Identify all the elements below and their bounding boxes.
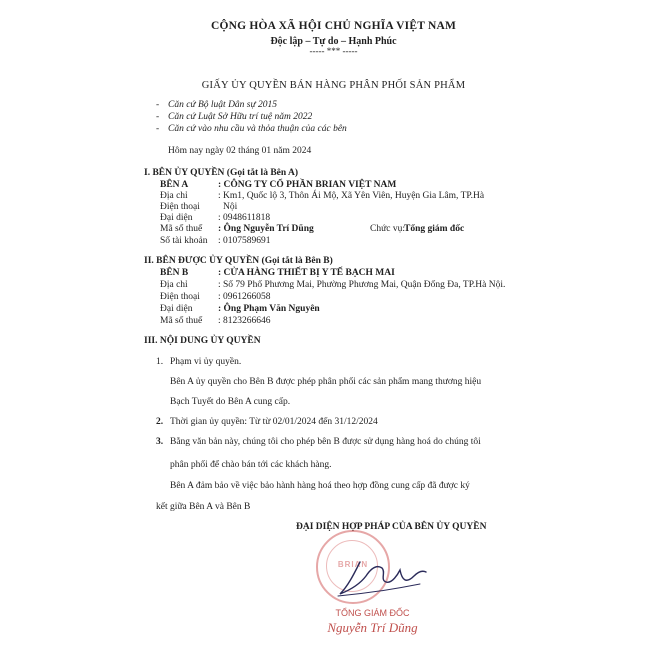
party-b-name: : CỬA HÀNG THIẾT BỊ Y TẾ BẠCH MAI <box>218 268 395 278</box>
party-a-tax-label: Mã số thuế <box>160 224 203 234</box>
party-a-name: : CÔNG TY CỔ PHẦN BRIAN VIỆT NAM <box>218 180 397 190</box>
party-a-address-label: Địa chỉ <box>160 191 188 201</box>
signer-title: TỔNG GIÁM ĐỐC <box>335 608 410 618</box>
seal-text: BRIAN <box>337 560 369 569</box>
basis-item: Căn cứ Luật Sở Hữu trí tuệ năm 2022 <box>168 112 313 122</box>
party-b-address-label: Địa chỉ <box>160 280 188 290</box>
party-b-name-label: BÊN B <box>160 268 189 278</box>
party-a-address-cont: Nội <box>223 202 238 212</box>
warranty-paragraph-line: Bên A đảm bảo về việc bảo hành hàng hoá theo hợp đồng cung cấp đã được ký <box>170 481 470 491</box>
motto: Độc lập – Tự do – Hạnh Phúc <box>270 36 397 47</box>
date-line: Hôm nay ngày 02 tháng 01 năm 2024 <box>168 146 312 156</box>
party-b-tax: : 8123266646 <box>218 316 271 326</box>
item-permission-line: Bằng văn bản này, chúng tôi cho phép bên B được sử dụng hàng hoá do chúng tôi <box>170 437 481 447</box>
party-b-address: : Số 79 Phố Phương Mai, Phường Phương Mai, Quận Đống Đa, TP.Hà Nội. <box>218 280 506 290</box>
handwritten-signature <box>330 550 450 602</box>
scope-paragraph-line: Bên A ủy quyền cho Bên B được phép phân phối các sản phẩm mang thương hiệu <box>170 377 482 387</box>
document-title: GIẤY ỦY QUYỀN BÁN HÀNG PHÂN PHỐI SẢN PHẨM <box>201 80 466 91</box>
basis-item: Căn cứ Bộ luật Dân sự 2015 <box>168 100 278 110</box>
party-a-phone: : 0948611818 <box>218 213 271 223</box>
party-a-position: Tổng giám đốc <box>404 224 465 234</box>
party-a-rep: : Ông Nguyễn Trí Dũng <box>218 224 314 234</box>
item-number: 1. <box>156 357 164 367</box>
signature-heading: ĐẠI DIỆN HỢP PHÁP CỦA BÊN ỦY QUYỀN <box>296 522 487 532</box>
party-a-account-label: Số tài khoản <box>160 236 208 246</box>
party-a-name-label: BÊN A <box>160 180 189 190</box>
header-divider: ----- *** ----- <box>309 46 358 56</box>
basis-dash: - <box>156 112 160 122</box>
party-a-heading: I. BÊN ỦY QUYỀN (Gọi tắt là Bên A) <box>144 168 299 178</box>
item-number: 3. <box>156 437 164 447</box>
item-duration: Thời gian ủy quyền: Từ từ 02/01/2024 đến 31/12/2024 <box>170 417 378 427</box>
party-a-position-label: Chức vụ: <box>370 224 405 234</box>
item-permission-line: phân phối để chào bán tới các khách hàng. <box>170 460 332 470</box>
country-header: CỘNG HÒA XÃ HỘI CHỦ NGHĨA VIỆT NAM <box>210 20 457 32</box>
party-b-phone: : 0961266058 <box>218 292 271 302</box>
warranty-paragraph-line: kết giữa Bên A và Bên B <box>156 502 251 512</box>
item-number: 2. <box>156 417 164 427</box>
basis-dash: - <box>156 124 160 134</box>
party-a-rep-label: Đại diện <box>160 213 193 223</box>
party-b-heading: II. BÊN ĐƯỢC ỦY QUYỀN (Gọi tắt là Bên B) <box>144 256 333 266</box>
party-b-rep-label: Đại diện <box>160 304 193 314</box>
content-heading: III. NỘI DUNG ỦY QUYỀN <box>144 336 261 346</box>
party-a-tax: : 0107589691 <box>218 236 271 246</box>
basis-item: Căn cứ vào nhu cầu và thỏa thuận của các bên <box>168 124 347 134</box>
scope-paragraph-line: Bạch Tuyết do Bên A cung cấp. <box>170 397 291 407</box>
party-b-phone-label: Điện thoại <box>160 292 200 302</box>
party-a-address: : Km1, Quốc lộ 3, Thôn Ái Mộ, Xã Yên Viên, Huyện Gia Lâm, TP.Hà <box>218 191 485 201</box>
party-b-rep: : Ông Phạm Văn Nguyên <box>218 304 320 314</box>
party-b-tax-label: Mã số thuế <box>160 316 203 326</box>
signer-name: Nguyễn Trí Dũng <box>327 620 418 635</box>
basis-dash: - <box>156 100 160 110</box>
item-scope: Phạm vi ủy quyền. <box>170 357 242 367</box>
party-a-phone-label: Điện thoại <box>160 202 200 212</box>
